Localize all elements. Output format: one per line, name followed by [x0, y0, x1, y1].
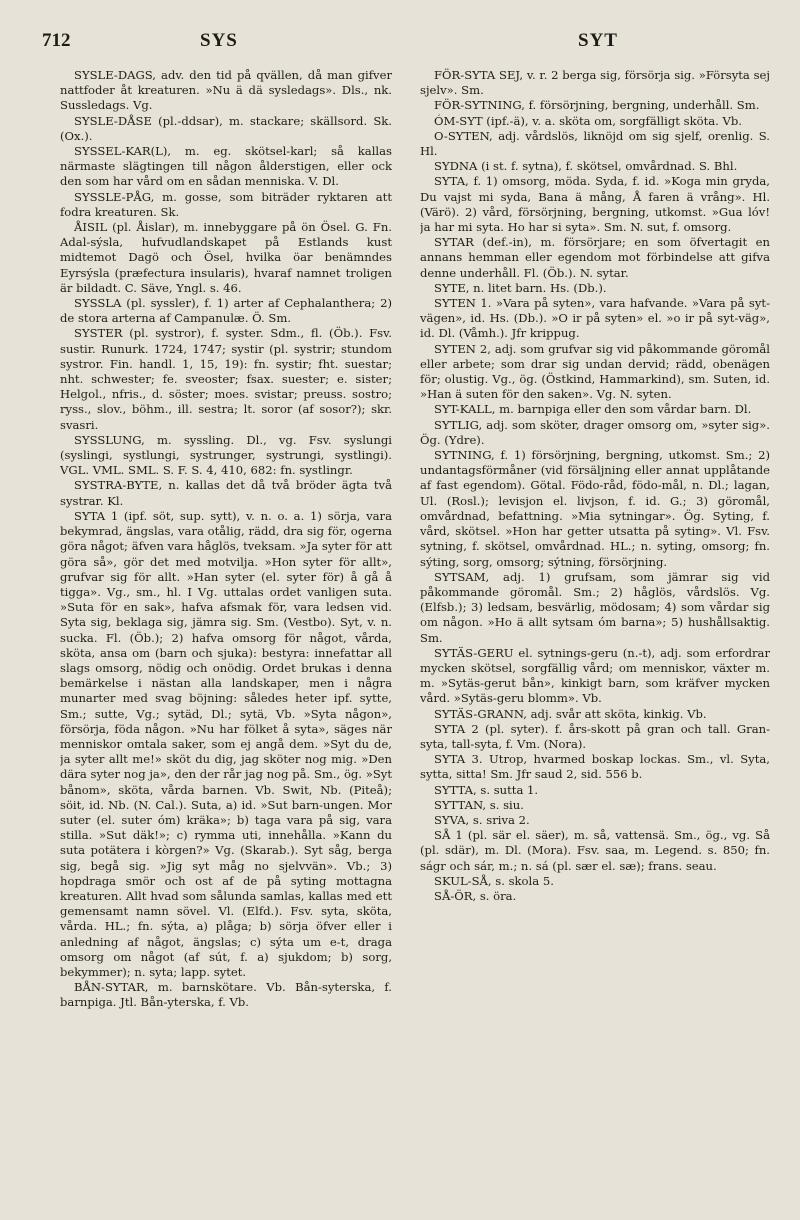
dictionary-entry: SYTTAN, s. siu.: [434, 797, 524, 812]
dictionary-entry: SYSSLA (pl. syssler), f. 1) arter af Cephalanthera; 2) de stora arterna af Campanulæ. Ö. Sm.: [60, 296, 392, 326]
dictionary-entry: SYSLE-DAGS, adv. den tid på qvällen, då man gifver nattfoder åt kreaturen. »Nu ä dä sysledags». Dls., nk. Sussledags. Vg.: [60, 68, 392, 113]
dictionary-entry: SYTSAM, adj. 1) grufsam, som jämrar sig vid påkommande göromål. Sm.; 2) håglös, vårdslös. Vg. (Elfsb.); 3) ledsam, besvärlig, mödosam; 4) som vårdar sig om någon. »Ho ä allt sytsam óm barna»; 5) hushållsaktig. Sm.: [420, 569, 770, 645]
dictionary-entry: SYSLE-DÅSE (pl.-ddsar), m. stackare; skällsord. Sk. (Ox.).: [60, 113, 392, 143]
dictionary-entry: SYTNING, f. 1) försörjning, bergning, utkomst. Sm.; 2) undantagsförmåner (vid försäljning eller annat upplåtande af fast egendom). Götal. Födo-råd, födo-mål, n. Dl.; lagan, Ul. (Rosl.); levisjon el. livjson, f. id. G.; 3) göromål, omvårdnad, befattning. »Mia sytningar». Ög. Syting, f. vård, skötsel. »Hon har getter utsatta på syting». Vl. Fsv. sytning, f. skötsel, omvårdnad. HL.; n. syting, omsorg; fn. sýting, sorg, omsorg; sýtning, försörjning.: [420, 448, 770, 569]
dictionary-entry: FÖR-SYTNING, f. försörjning, bergning, underhåll. Sm.: [434, 98, 760, 113]
dictionary-entry: FÖR-SYTA SEJ, v. r. 2 berga sig, försörja sig. »Försyta sej sjelv». Sm.: [420, 68, 770, 98]
dictionary-entry: BÅN-SYTAR, m. barnskötare. Vb. Bån-syterska, f. barnpiga. Jtl. Bån-yterska, f. Vb.: [60, 980, 392, 1010]
dictionary-entry: SÅ 1 (pl. sär el. säer), m. så, vattensä. Sm., ög., vg. Så (pl. sdär), m. Dl. (Mora). Fsv. saa, m. Legend. s. 850; fn. ságr och sár, m.; n. sá (pl. sær el. sæ); frans. seau.: [420, 828, 770, 873]
left-column: [60, 68, 392, 1198]
dictionary-entry: SYSSLE-PÅG, m. gosse, som biträder ryktaren att fodra kreaturen. Sk.: [60, 189, 392, 219]
dictionary-entry: SYSTRA-BYTE, n. kallas det då två bröder ägta två systrar. Kl.: [60, 478, 392, 508]
dictionary-entry: SYTEN 1. »Vara på syten», vara hafvande. »Vara på syt-vägen», id. Hs. (Db.). »O ir på syten» el. »o ir på syt-väg», id. Dl. (Våmh.). Jfr krippug.: [420, 296, 770, 341]
dictionary-entry: SYSTER (pl. systror), f. syster. Sdm., fl. (Öb.). Fsv. sustir. Runurk. 1724, 1747; systir (pl. systrir; stundom systror. Fin. handl. 1, 15, 19): fn. systir; fht. suestar; nht. schwester; fe. sveoster; fsax. suester; e. sister; Helgol., nfris., d. söster; moes. svistar; preuss. sostro; ryss., slov., böhm., ill. sestra; lt. soror (af sosor?); skr. svasri.: [60, 326, 392, 432]
dictionary-entry: SYTAR (def.-in), m. försörjare; en som öfvertagit en annans hemman eller egendom mot förbindelse att gifva denne underhåll. Fl. (Öb.). N. sytar.: [420, 235, 770, 280]
dictionary-entry: SKUL-SÅ, s. skola 5.: [434, 873, 554, 888]
dictionary-entry: SYSSEL-KAR(L), m. eg. skötsel-karl; så kallas närmaste slägtingen till någon ålderstigen, eller ock den som har vård om en sådan menniska. V. Dl.: [60, 144, 392, 189]
page-number: 712: [42, 30, 71, 51]
dictionary-entry: SYTLIG, adj. som sköter, drager omsorg om, »syter sig». Ög. (Ydre).: [420, 417, 770, 447]
dictionary-entry: SYTA, f. 1) omsorg, möda. Syda, f. id. »Koga min gryda, Du vajst mi syda, Bana ä mång, Å faren ä vrång». Hl. (Värö). 2) vård, försörjning, bergning, utkomst. »Gua lóv! ja har mi syta. Ho har si syta». Sm. N. sut, f. omsorg.: [420, 174, 770, 235]
right-running-head: SYT: [578, 30, 618, 51]
page-header: [0, 30, 800, 60]
dictionary-entry: SYTE, n. litet barn. Hs. (Db.).: [434, 280, 607, 295]
dictionary-entry: SYTA 2 (pl. syter). f. års-skott på gran och tall. Gran-syta, tall-syta, f. Vm. (Nora).: [420, 721, 770, 751]
dictionary-entry: SYT-KALL, m. barnpiga eller den som vårdar barn. Dl.: [434, 402, 752, 417]
dictionary-entry: SYDNA (i st. f. sytna), f. skötsel, omvårdnad. S. Bhl.: [434, 159, 738, 174]
right-column: [420, 68, 770, 1188]
dictionary-entry: SYTÄS-GRANN, adj. svår att sköta, kinkig. Vb.: [434, 706, 707, 721]
dictionary-entry: SÅ-ÖR, s. öra.: [434, 888, 517, 903]
dictionary-entry: SYTA 1 (ipf. söt, sup. sytt), v. n. o. a. 1) sörja, vara bekymrad, ängslas, vara otålig, rädd, dra sig för, ogerna göra något; äfven vara håglös, tveksam. »Ja syter för att göra så», gör det med motvilja. »Hon syter för allt», grufvar sig för allt. »Han syter (el. syter för) å gå å tigga». Vg., sm., hl. I Vg. uttalas ordet vanligen suta. »Suta för en sak», hafva afsmak för, vara ledsen vid. Syta sig, beklaga sig, jämra sig. Sm. (Vestbo). Syt, v. n. sucka. Fl. (Öb.); 2) hafva omsorg för något, vårda, sköta, ansa om (barn och sjuka): bestyra: innefattar all slags omsorg, nödig och onödig. Ordet brukas i denna bemärkelse i nästan alla landskaper, men i några munarter med svag böjning: således heter ipf. sytte, Sm.; sutte, Vg.; sytäd, Dl.; sytä, Vb. »Syta någon», försörja, föda någon. »Nu har fölket å syta», säges när menniskor omtala saker, som ej angå dem. »Syt du de, ja syter allt me!» sköt du dig, jag sköter nog mig. »Den dära syter nog ja», den der rår jag nog på. Sm., ög. »Syt bånom», sköta, vårda barnen. Vb. Swit, Nb. (Piteå); söit, id. Nb. (N. Cal.). Suta, a) id. »Sut barn-ungen. Mor suter (el. suter óm) kräka»; b) taga vara på sig, vara stilla. »Sut däk!»; c) rymma uti, innehålla. »Kann du suta potätera i kòrgen?» Vg. (Skarab.). Syt såg, berga sig, begå sig. »Jig syt måg no sjelvvän». Vb.; 3) hopdraga smör och ost af de på syting mottagna kreaturen. Allt hvad som sålunda samlas, kallas med ett gemensamt namn sövel. Vl. (Elfd.). Fsv. syta, sköta, vårda. HL.; fn. sýta, a) plåga; b) sörja öfver eller i anledning af något, ängslas; c) sýta um e-t, draga omsorg om något (af sút, f. a) sjukdom; b) sorg, bekymmer); n. syta; lapp. sytet.: [60, 508, 392, 979]
dictionary-entry: SYTÄS-GERU el. sytnings-geru (n.-t), adj. som erfordrar mycken skötsel, sorgfällig vård; om menniskor, växter m. m. »Sytäs-gerut bån», kinkigt barn, som kräfver mycken vård. »Sytäs-geru blomm». Vb.: [420, 645, 770, 706]
left-running-head: SYS: [200, 30, 238, 51]
dictionary-entry: ÓM-SYT (ipf.-ä), v. a. sköta om, sorgfälligt sköta. Vb.: [434, 113, 742, 128]
dictionary-entry: ÅISIL (pl. Åislar), m. innebyggare på ön Ösel. G. Fn. Adal-sýsla, hufvudlandskapet på Estlands kust midtemot Dagö och Ösel, hvilka öar benämndes Eyrsýsla (præfectura insularis), hvaraf namnet troligen är bildadt. C. Säve, Yngl. s. 46.: [60, 220, 392, 295]
dictionary-entry: SYTA 3. Utrop, hvarmed boskap lockas. Sm., vl. Syta, sytta, sitta! Sm. Jfr saud 2, sid. 556 b.: [420, 752, 770, 782]
dictionary-entry: SYTEN 2, adj. som grufvar sig vid påkommande göromål eller arbete; som drar sig undan dervid; rädd, obenägen för; olustig. Vg., ög. (Östkind, Hammarkind), sm. Suten, id. »Han ä suten för den saken». Vg. N. syten.: [420, 341, 770, 402]
dictionary-entry: O-SYTEN, adj. vårdslös, liknöjd om sig sjelf, orenlig. S. Hl.: [420, 128, 770, 159]
dictionary-entry: SYTTA, s. sutta 1.: [434, 782, 539, 797]
dictionary-entry: SYVA, s. sriva 2.: [434, 812, 530, 827]
dictionary-entry: SYSSLUNG, m. syssling. Dl., vg. Fsv. syslungi (syslingi, systlungi, systrunger, systrungi, systlingi). VGL. VML. SML. S. F. S. 4, 410, 682: fn. systlingr.: [60, 432, 392, 478]
